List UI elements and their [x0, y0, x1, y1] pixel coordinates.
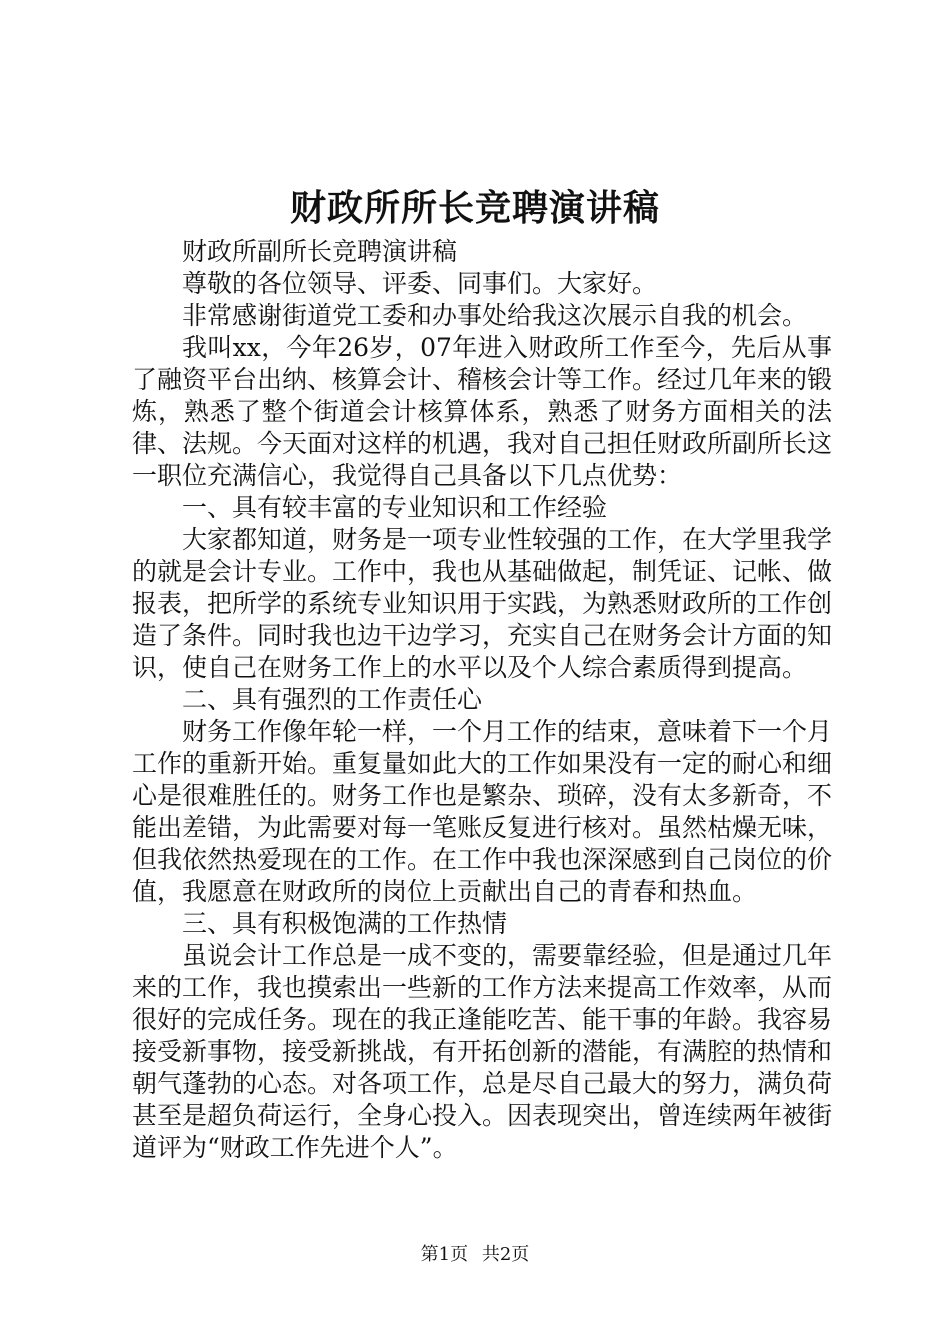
page-number: 第1页 — [420, 1244, 469, 1265]
paragraph-greeting: 尊敬的各位领导、评委、同事们。大家好。 — [182, 269, 658, 298]
paragraph-section-1: 大家都知道，财务是一项专业性较强的工作，在大学里我学的就是会计专业。工作中，我也从基础做起，制凭证、记帐、做报表，把所学的系统专业知识用于实践，为熟悉财政所的工作创造了条件。同时我也边干边学习，充实自己在财务会计方面的知识，使自己在财务工作上的水平以及个人综合素质得到提高。 — [132, 525, 833, 682]
page-footer — [0, 1243, 950, 1267]
document-body — [132, 236, 832, 1164]
section-heading-3: 三、具有积极饱满的工作热情 — [182, 909, 508, 938]
document-title: 财政所所长竞聘演讲稿 — [289, 187, 660, 229]
paragraph-section-2: 财务工作像年轮一样，一个月工作的结束，意味着下一个月工作的重新开始。重复量如此大的工作如果没有一定的耐心和细心是很难胜任的。财务工作也是繁杂、琐碎，没有太多新奇，不能出差错，为此需要对每一笔账反复进行核对。虽然枯燥无味，但我依然热爱现在的工作。在工作中我也深深感到自己岗位的价值，我愿意在财政所的岗位上贡献出自己的青春和热血。 — [132, 717, 833, 906]
section-heading-1: 一、具有较丰富的专业知识和工作经验 — [182, 493, 608, 522]
paragraph-section-3: 虽说会计工作总是一成不变的，需要靠经验，但是通过几年来的工作，我也摸索出一些新的工作方法来提高工作效率，从而很好的完成任务。现在的我正逢能吃苦、能干事的年龄。我容易接受新事物，接受新挑战，有开拓创新的潜能，有满腔的热情和朝气蓬勃的心态。对各项工作，总是尽自己最大的努力，满负荷甚至是超负荷运行，全身心投入。因表现突出，曾连续两年被街道评为“财政工作先进个人”。 — [132, 941, 833, 1162]
paragraph-introduction: 我叫xx，今年26岁，07年进入财政所工作至今，先后从事了融资平台出纳、核算会计、稽核会计等工作。经过几年来的锻炼，熟悉了整个街道会计核算体系，熟悉了财务方面相关的法律、法规。今天面对这样的机遇，我对自己担任财政所副所长这一职位充满信心，我觉得自己具备以下几点优势： — [132, 333, 833, 490]
paragraph-thanks: 非常感谢街道党工委和办事处给我这次展示自我的机会。 — [182, 301, 808, 330]
page-total: 共2页 — [481, 1244, 530, 1265]
paragraph-subtitle: 财政所副所长竞聘演讲稿 — [182, 237, 458, 266]
section-heading-2: 二、具有强烈的工作责任心 — [182, 685, 483, 714]
